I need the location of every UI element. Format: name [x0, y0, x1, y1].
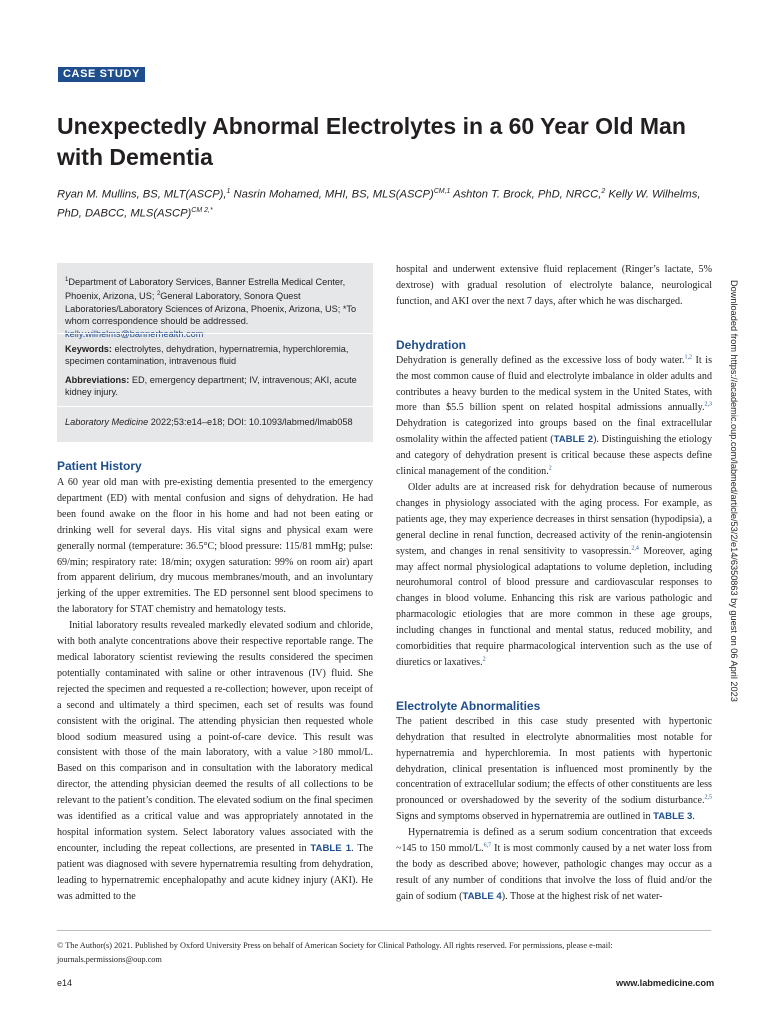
copyright-note: © The Author(s) 2021. Published by Oxford University Press on behalf of American Society for Clinical Pathology. All rights reserved. For permissions, please e-mail: journals.permissions@oup.com	[57, 941, 613, 964]
affiliations: $^1$Department of Laboratory Services, Banner Estrella Medical Center, Phoenix, Arizona, US; $^2$General Laboratory, Sonora Quest Laboratories/Laboratory Sciences of Arizona, Phoenix, Arizona, US; *To whom correspondence should be addressed.	[65, 274, 363, 340]
paragraph: Dehydration is generally defined as the excessive loss of body water.$^{1,2}$ It is the most common cause of fluid and electrolyte imbalance in older adults and contributes a heavy burden to the medical system in the United States, with more than $5.5 billion spent on related hospital admissions annually.$^{2,3}$ Dehydration is categorized into groups based on the final extracellular osmolality within the affected patient (TABLE 2). Distinguishing the etiology and category of dehydration present is critical because these aspects define clinical management of the condition.$^2$	[396, 354, 712, 478]
abbreviations: Abbreviations: ED, emergency department; IV, intravenous; AKI, acute kidney injury.	[65, 375, 357, 398]
author-1: Ryan M. Mullins, BS, MLT(ASCP),	[57, 188, 227, 201]
citation: Laboratory Medicine 2022;53:e14–e18; DOI: 10.1093/labmed/lmab058	[65, 417, 353, 427]
author-4: Kelly W. Wilhelms, PhD, DABCC, MLS(ASCP)	[57, 188, 701, 220]
left-column	[57, 458, 373, 904]
paragraph: Initial laboratory results revealed markedly elevated sodium and chloride, with both analyte concentrations above their respective reportable range. The medical laboratory scientist reviewing the results considered the specimen potentially contaminated with saline or other intravenous (IV) fluid. She rejected the specimen and requested a re-collection; however, upon receipt of a second and ultimately a third specimen, each set of results was found consistent with the original. The attending physician then requested whole blood sodium measured using a point-of-care device. This result was consistent with those of the main laboratory, with a value >180 mmol/L. Based on this comparison and in consultation with the laboratory medical director, the attending physician deemed the results of all collections to be relevant to the patient’s condition. The elevated sodium on the final specimen was identified as a critical value and was appropriately annotated in the hospital information system. Select laboratory values associated with the encounter, including the repeat collections, are presented in TABLE 1. The patient was diagnosed with severe hypernatremia resulting from dehydration, leading to hypernatremic encephalopathy and acute kidney injury (AKI). He was admitted to the	[57, 620, 374, 902]
section-heading-patient-history: Patient History	[57, 459, 142, 473]
page-number: e14	[57, 978, 73, 988]
table-1-link[interactable]: TABLE 1	[310, 842, 352, 854]
author-list: Ryan M. Mullins, BS, MLT(ASCP),$^1$ Nasrin Mohamed, MHI, BS, MLS(ASCP)$^{CM,1}$ Ashton T. Brock, PhD, NRCC,$^2$ Kelly W. Wilhelms, PhD, DABCC, MLS(ASCP)$^{CM}$ $^{2,*}$	[57, 188, 701, 220]
download-watermark-text: Downloaded from https://academic.oup.com/labmed/article/53/2/e14/6350863 by guest on 06 April 2023	[729, 280, 739, 702]
paragraph: Older adults are at increased risk for dehydration because of numerous changes in physiology associated with the aging process. For example, as patients age, they may experience decreases in thirst sensation (hypodipsia), a general decline in renal function, decreased activity of the renin-angiotensin system, and changes in renal sensitivity to vasopressin.$^{2,4}$ Moreover, aging may affect normal physiological adaptations to volume depletion, including neurohumoral control of blood pressure and cardiovascular responses to changes in blood volume. Enhancing this risk are various pathologic and pharmacologic etiologies that are more common in these age groups, including changes in functional and mental status, reduced mobility, and comorbidities that require pharmacological intervention such as the use of diuretics or laxatives.$^2$	[396, 481, 712, 668]
author-2: Nasrin Mohamed, MHI, BS, MLS(ASCP)	[230, 188, 434, 201]
section-heading-dehydration: Dehydration	[396, 337, 467, 352]
journal-website-link[interactable]: www.labmedicine.com	[616, 978, 715, 988]
table-4-link[interactable]: TABLE 4	[462, 890, 502, 902]
table-2-link[interactable]: TABLE 2	[553, 434, 594, 446]
table-3-link[interactable]: TABLE 3	[653, 811, 693, 823]
section-heading-electrolyte-abnormalities: Electrolyte Abnormalities	[396, 698, 541, 713]
paragraph: hospital and underwent extensive fluid replacement (Ringer’s lactate, 5% dextrose) with gradual resolution of electrolyte balance, neurological function, and AKI over the next 7 days, after which he was discharged.	[396, 264, 712, 307]
article-info-box	[57, 263, 373, 442]
paragraph: A 60 year old man with pre-existing dementia presented to the emergency department (ED) with mental confusion and signs of dehydration. He had been found awake on the floor in his home and had not been eating or drinking well for several days. His vital signs and physical exam were generally normal (temperature: 36.5°C; blood pressure: 115/81 mmHg; pulse: 69/min; respiratory rate: 18/min; oxygen saturation: 99% on room air) apart from apparent delirium, dry mucous membranes/mouth, and an involuntary jerking of the upper extremities. The ED personnel sent blood specimens to the laboratory for STAT chemistry and hematology tests.	[57, 477, 373, 616]
keywords: Keywords: electrolytes, dehydration, hypernatremia, hyperchloremia, specimen contamination, intravenous fluid	[65, 344, 349, 367]
article-type-badge: CASE STUDY	[58, 67, 145, 82]
download-watermark	[727, 280, 741, 920]
article-title: Unexpectedly Abnormal Electrolytes in a 60 Year Old Man with Dementia	[57, 113, 686, 170]
paragraph: The patient described in this case study presented with hypertonic dehydration that resulted in electrolyte abnormalities most notable for hypernatremia and hyperchloremia. In most patients with hypertonic dehydration, clinical presentation is influenced most prominently by the concentration of extracellular sodium; the effects of other constituents are less pronounced or overshadowed by the severity of the sodium disturbance.$^{2,5}$ Signs and symptoms observed in hypernatremia are outlined in TABLE 3.	[396, 715, 712, 823]
right-column	[396, 262, 712, 905]
divider	[57, 406, 373, 407]
divider	[57, 333, 373, 334]
footer-divider	[57, 930, 711, 931]
author-3: Ashton T. Brock, PhD, NRCC,	[450, 188, 602, 201]
paragraph: Hypernatremia is defined as a serum sodium concentration that exceeds ~145 to 150 mmol/L.$^{6,7}$ It is most commonly caused by a net water loss from the body as described above; however, pathologic changes may occur as a result of any number of conditions that involve the loss of fluid and/or the gain of sodium (TABLE 4). Those at the highest risk of net water-	[396, 827, 712, 902]
